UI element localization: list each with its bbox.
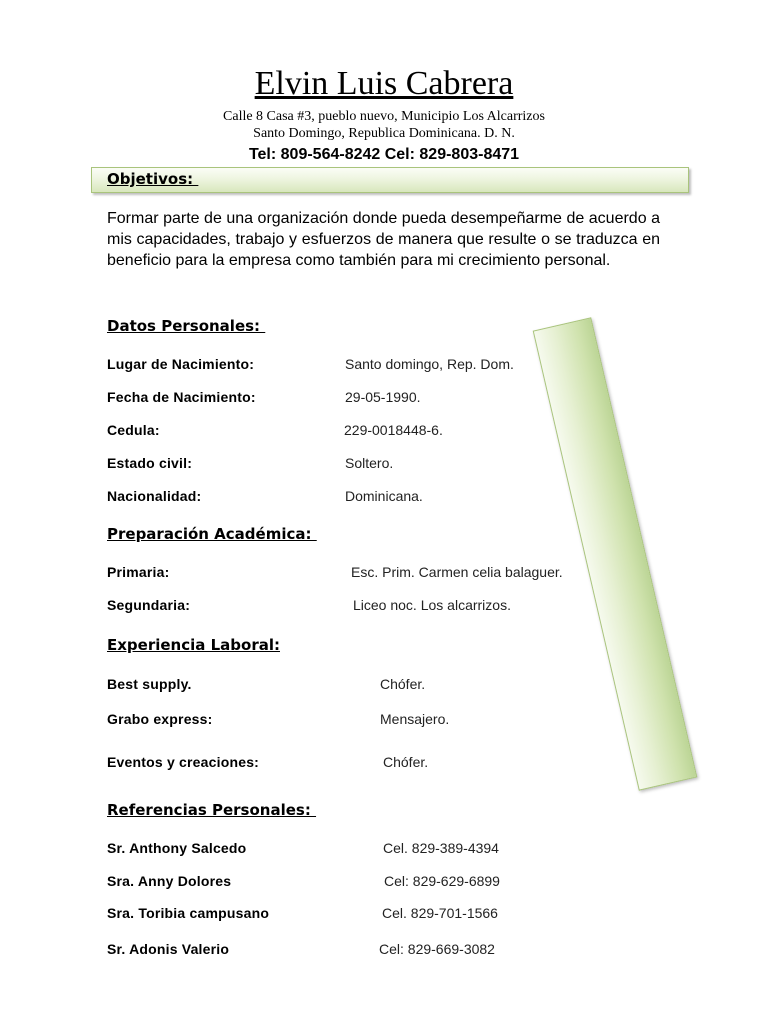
section-title-datos-personales: Datos Personales: [107,317,266,335]
section-title-preparacion-academica: Preparación Académica: [107,525,317,543]
section-title-objetivos: Objetivos: [107,170,199,188]
label-fecha-nacimiento: Fecha de Nacimiento: [107,389,256,405]
label-referencia-1: Sr. Anthony Salcedo [107,840,247,856]
value-eventos-creaciones: Chófer. [383,754,429,770]
label-nacionalidad: Nacionalidad: [107,488,202,504]
label-lugar-nacimiento: Lugar de Nacimiento: [107,356,255,372]
value-grabo-express: Mensajero. [380,711,450,727]
value-estado-civil: Soltero. [345,455,394,471]
label-estado-civil: Estado civil: [107,455,193,471]
address-line-2: Santo Domingo, Republica Dominicana. D. N. [253,126,515,141]
label-referencia-4: Sr. Adonis Valerio [107,941,230,957]
value-referencia-1: Cel. 829-389-4394 [383,840,499,856]
value-nacionalidad: Dominicana. [345,488,423,504]
value-segundaria: Liceo noc. Los alcarrizos. [353,597,511,613]
value-cedula: 229-0018448-6. [344,422,443,438]
section-title-experiencia-laboral: Experiencia Laboral: [107,636,280,654]
value-best-supply: Chófer. [380,676,426,692]
objective-text: Formar parte de una organización donde pueda desempeñarme de acuerdo a mis capacidades, trabajo y esfuerzos de manera que resulte o se traduzca en beneficio para la empresa como también para mi crecimiento personal. [107,210,660,269]
candidate-name: Elvin Luis Cabrera [254,65,514,102]
section-title-referencias-personales: Referencias Personales: [107,801,317,819]
label-best-supply: Best supply. [107,676,192,692]
value-referencia-4: Cel: 829-669-3082 [379,941,495,957]
label-referencia-2: Sra. Anny Dolores [107,873,232,889]
value-lugar-nacimiento: Santo domingo, Rep. Dom. [345,356,514,372]
value-referencia-2: Cel: 829-629-6899 [384,873,500,889]
label-eventos-creaciones: Eventos y creaciones: [107,754,260,770]
address-line-1: Calle 8 Casa #3, pueblo nuevo, Municipio Los Alcarrizos [223,109,545,124]
phone-numbers: Tel: 809-564-8242 Cel: 829-803-8471 [248,146,520,163]
decorative-green-strip [533,317,698,790]
value-referencia-3: Cel. 829-701-1566 [382,905,498,921]
label-segundaria: Segundaria: [107,597,191,613]
label-referencia-3: Sra. Toribia campusano [107,905,270,921]
value-fecha-nacimiento: 29-05-1990. [345,389,421,405]
label-cedula: Cedula: [107,422,160,438]
value-primaria: Esc. Prim. Carmen celia balaguer. [351,564,563,580]
label-primaria: Primaria: [107,564,170,580]
label-grabo-express: Grabo express: [107,711,213,727]
